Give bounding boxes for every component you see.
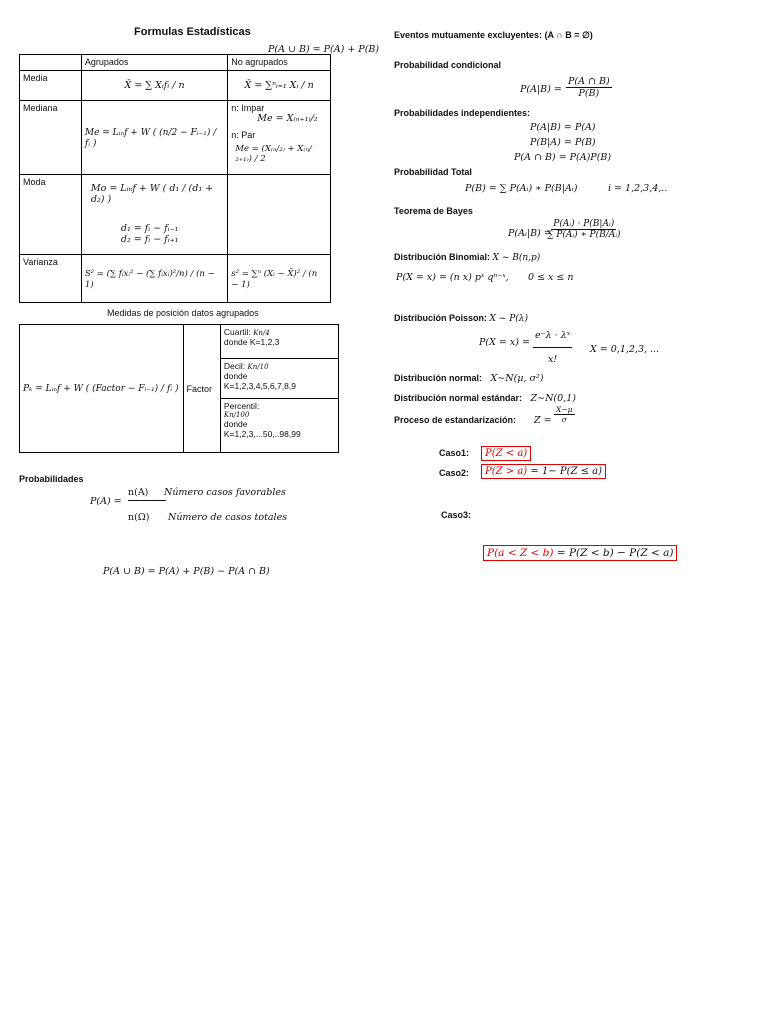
conditional-num: P(A ∩ B)	[568, 76, 610, 87]
favorable-cases-text: Número casos favorables	[164, 487, 286, 498]
standardization-num: X−μ	[556, 405, 573, 414]
caso2-box	[481, 464, 606, 479]
poisson-range: X = 0,1,2,3, ...	[590, 344, 660, 355]
probabilidades-heading: Probabilidades	[19, 474, 84, 484]
binomial-heading: Distribución Binomial:	[394, 252, 491, 262]
row-label-varianza: Varianza	[20, 255, 82, 303]
row-label-media: Media	[20, 71, 82, 101]
union-general-formula: P(A ∪ B) = P(A) + P(B) − P(A ∩ B)	[103, 566, 270, 577]
probability-numerator: n(A)	[128, 487, 149, 498]
mean-grouped-formula: X̄ = ∑ Xᵢfᵢ / n	[124, 80, 185, 91]
caso3-label: Caso3:	[441, 510, 472, 520]
conditional-lhs: P(A|B) =	[520, 84, 562, 95]
caso3-rest: = P(Z < b) − P(Z < a)	[556, 547, 674, 559]
variance-grouped-formula: S² = (∑ fᵢxᵢ² − (∑ fᵢxᵢ)²/n) / (n − 1)	[84, 268, 215, 290]
binomial-range: 0 ≤ x ≤ n	[528, 272, 574, 283]
median-impar-label: n: Impar	[231, 103, 265, 113]
position-measures-caption: Medidas de posición datos agrupados	[107, 308, 259, 318]
mode-formula: Mo = Lᵢₙf + W ( d₁ / (d₁ + d₂) )	[90, 183, 214, 205]
total-probability-formula: P(B) = ∑ P(Aᵢ) ∗ P(B|Aᵢ)	[465, 183, 578, 194]
independent-line1: P(A|B) = P(A)	[530, 122, 596, 133]
decil-expr: Kn/10	[247, 363, 269, 371]
variance-ungrouped-formula: s² = ∑ⁿ (Xᵢ − X̄)² / (n − 1)	[231, 268, 318, 290]
poisson-den: x!	[547, 354, 558, 365]
percentil-k: K=1,2,3,...50,..98,99	[223, 429, 301, 439]
normal-heading: Distribución normal:	[394, 373, 483, 383]
poisson-heading: Distribución Poisson:	[394, 313, 488, 323]
probability-lhs: P(A) =	[90, 496, 122, 507]
median-par-label: n: Par	[231, 130, 256, 140]
factor-label: Factor	[183, 325, 220, 453]
total-cases-text: Número de casos totales	[168, 512, 288, 523]
standardization-fraction	[554, 405, 575, 424]
median-impar-formula: Me = X₍ₙ₊₁₎/₂	[257, 113, 318, 124]
percentile-general-formula: Pₖ = Lᵢₙf + W ( (Factor − Fᵢ₋₁) / fᵢ )	[23, 384, 179, 394]
standardization-den: σ	[561, 415, 567, 424]
independent-heading: Probabilidades independientes:	[394, 108, 531, 118]
page-title: Formulas Estadísticas	[134, 26, 251, 38]
cuartil-label: Cuartil:	[223, 327, 251, 337]
caso3-box	[483, 545, 677, 561]
median-grouped-formula: Me = Lᵢₙf + W ( (n/2 − Fᵢ₋₁) / fᵢ )	[84, 127, 217, 149]
caso1-box	[481, 443, 531, 461]
normal-dist: X∼N(μ, σ²)	[490, 373, 544, 384]
cuartil-expr: Kn/4	[253, 329, 270, 337]
std-normal-dist: Z∼N(0,1)	[530, 393, 576, 404]
poisson-lhs: P(X = x) =	[479, 337, 530, 348]
conditional-fraction	[566, 76, 612, 99]
total-probability-heading: Probabilidad Total	[394, 167, 472, 177]
union-exclusive-formula: P(A ∪ B) = P(A) + P(B)	[268, 44, 380, 55]
mode-d2: d₂ = fᵢ − fᵢ₊₁	[120, 234, 179, 245]
standardization-heading: Proceso de estandarización:	[394, 415, 517, 425]
percentil-expr: Kn/100	[223, 411, 250, 419]
probability-fraction	[128, 486, 158, 501]
independent-line3: P(A ∩ B) = P(A)P(B)	[514, 152, 612, 163]
bayes-den: ∑ P(Aᵢ) ∗ P(B/Aᵢ)	[547, 230, 621, 240]
decil-k: K=1,2,3,4,5,6,7,8,9	[223, 381, 296, 391]
decil-label: Decil:	[223, 361, 246, 371]
std-normal-heading: Distribución normal estándar:	[394, 393, 523, 403]
position-table	[19, 324, 339, 453]
mode-d1: d₁ = fᵢ − fᵢ₋₁	[120, 223, 179, 234]
independent-line2: P(B|A) = P(B)	[530, 137, 596, 148]
conditional-den: P(B)	[578, 88, 600, 99]
total-probability-index: i = 1,2,3,4,..	[608, 183, 668, 194]
bayes-num: P(Aᵢ) · P(B|Aᵢ)	[553, 219, 615, 229]
caso2-rest: = 1− P(Z ≤ a)	[530, 466, 603, 477]
cuartil-donde: donde K=1,2,3	[223, 337, 280, 347]
poisson-fraction	[533, 330, 572, 365]
row-label-mediana: Mediana	[20, 101, 82, 175]
binomial-dist: X ~ B(n,p)	[492, 253, 541, 263]
caso2-expr: P(Z > a)	[485, 466, 528, 477]
mean-ungrouped-formula: X̄ = ∑ⁿᵢ₌₁ Xᵢ / n	[244, 80, 314, 91]
decil-donde: donde	[223, 371, 248, 381]
formulas-table	[19, 54, 331, 303]
bayes-lhs: P(Aᵢ|B) =	[508, 228, 552, 239]
conditional-heading: Probabilidad condicional	[394, 60, 502, 70]
percentil-label: Percentil:	[223, 401, 260, 411]
header-grouped: Agrupados	[81, 55, 227, 71]
bayes-heading: Teorema de Bayes	[394, 206, 473, 216]
caso1-label: Caso1:	[439, 448, 470, 458]
caso3-expr: P(a < Z < b)	[487, 547, 554, 559]
poisson-num: e⁻λ · λˣ	[533, 330, 572, 348]
standardization-lhs: Z =	[534, 415, 552, 426]
probability-den: n(Ω)	[128, 512, 150, 523]
poisson-dist: X ~ P(λ)	[489, 314, 528, 324]
bayes-fraction	[547, 219, 621, 240]
binomial-formula: P(X = x) = (n x) pˣ qⁿ⁻ˣ,	[396, 272, 509, 283]
percentil-donde: donde	[223, 419, 248, 429]
caso1-expr: P(Z < a)	[481, 446, 531, 461]
header-ungrouped: No agrupados	[228, 55, 331, 71]
median-par-formula: Me = (X₍ₙ/₂₎ + X₍ₙ/₂₊₁₎) / 2	[235, 144, 312, 164]
exclusive-events-heading: Eventos mutuamente excluyentes: (A ∩ B = ∅)	[394, 30, 593, 40]
caso2-label: Caso2:	[439, 468, 470, 478]
row-label-moda: Moda	[20, 175, 82, 255]
